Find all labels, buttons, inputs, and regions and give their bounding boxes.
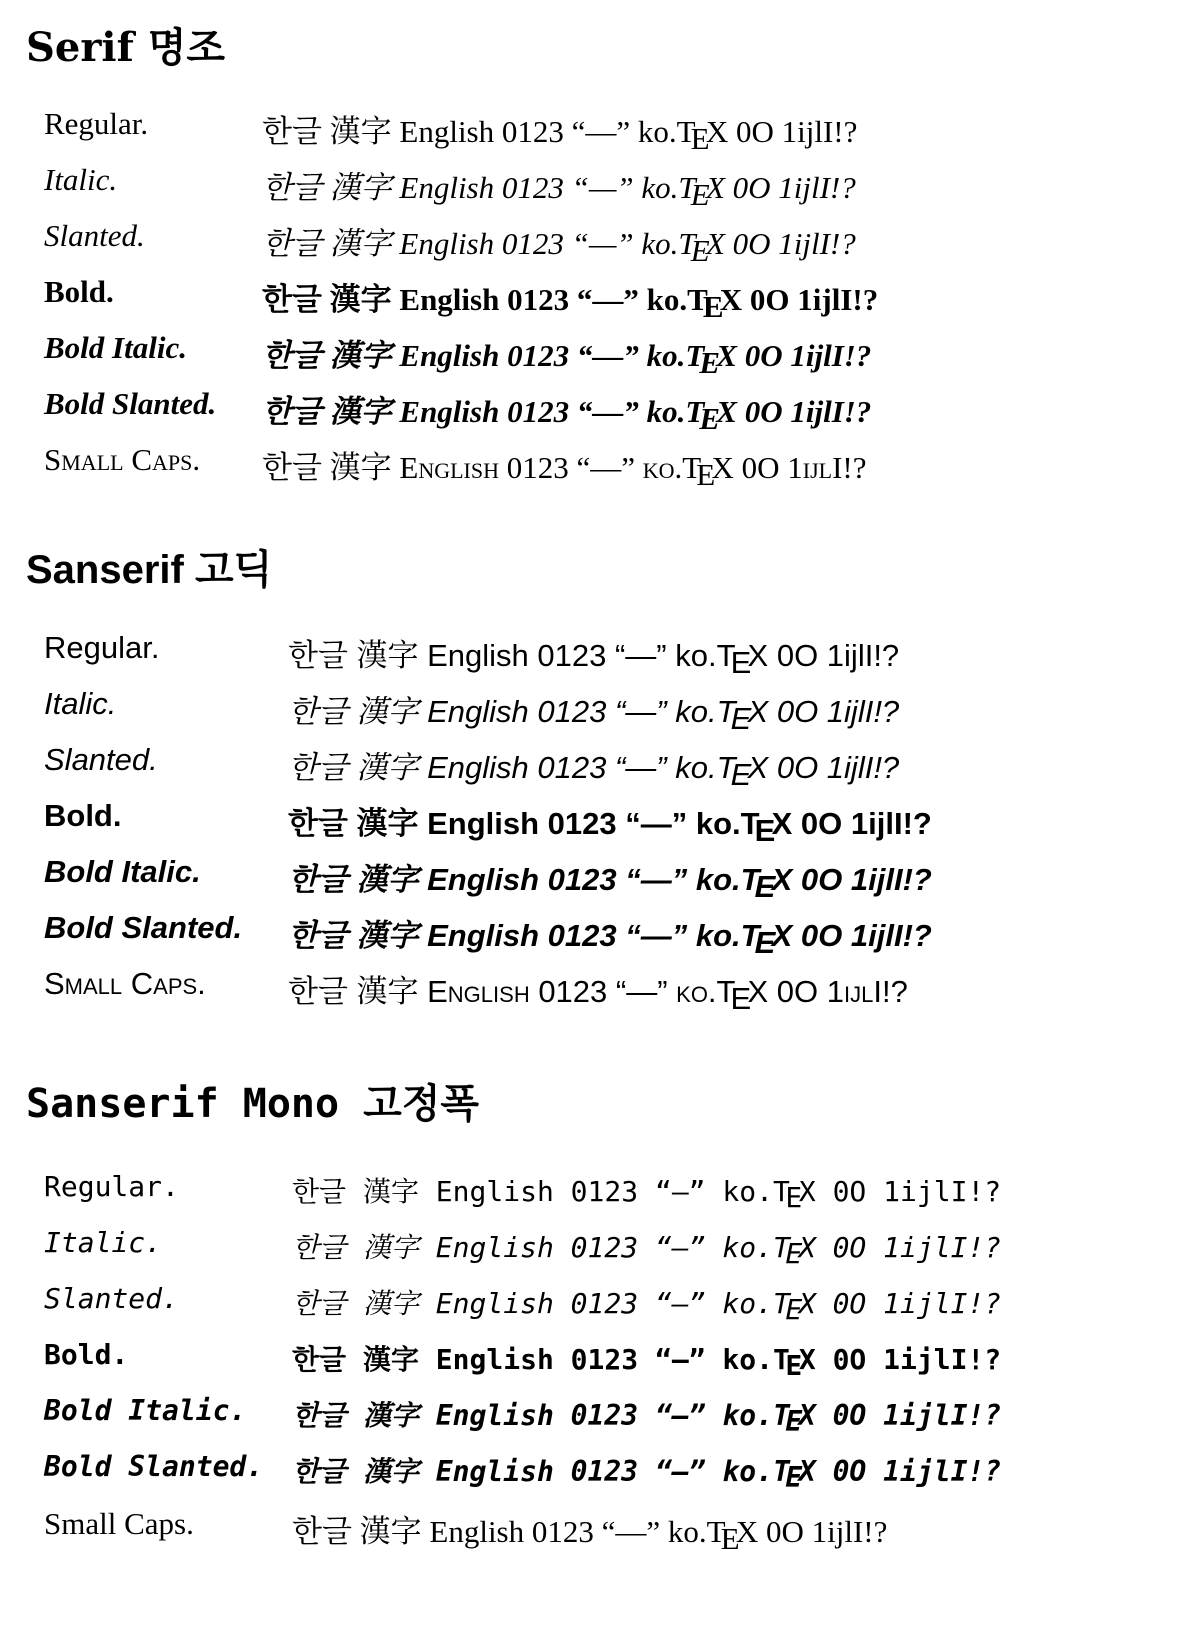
sample-tail: X 0O 1ijlI!?	[771, 918, 932, 953]
sample-text: 한글 漢字 English 0123 “—” ko.T	[288, 974, 736, 1009]
specimen-sample	[288, 742, 900, 792]
tex-e-glyph: E	[720, 1520, 740, 1556]
style-label: Bold Slanted.	[44, 910, 243, 945]
sample-text: 한글 漢字 English 0123 “—” ko.T	[262, 114, 696, 149]
specimen-sample	[262, 162, 856, 212]
style-label: Small Caps.	[44, 966, 206, 1001]
specimen-row-sans-regular	[0, 630, 1200, 682]
specimen-sample	[292, 1170, 1002, 1215]
specimen-sample	[292, 1226, 1002, 1271]
tex-e-glyph: E	[702, 288, 724, 324]
specimen-row-sans-small-caps	[0, 966, 1200, 1018]
style-label: Regular.	[44, 106, 149, 141]
style-label: Bold Italic.	[44, 854, 201, 889]
sample-tail: X 0O 1ijlI!?	[705, 170, 856, 205]
sample-tail: X 0O 1ijlI!?	[719, 282, 879, 317]
specimen-sample	[292, 1506, 888, 1556]
section-heading-serif: Serif 명조	[26, 24, 226, 71]
tex-e-glyph: E	[690, 232, 710, 268]
specimen-sample	[262, 274, 879, 324]
tex-e-glyph: E	[699, 400, 721, 436]
sample-tail: X 0O 1ijlI!?	[798, 1399, 1002, 1432]
sample-text: 한글 漢字 English 0123 “–” ko.T	[292, 1175, 790, 1208]
section-heading-mono: Sanserif Mono 고정폭	[26, 1081, 480, 1127]
sample-tail: X 0O 1ijlI!?	[798, 1455, 1002, 1488]
sample-text: 한글 漢字 English 0123 “–” ko.T	[292, 1455, 790, 1488]
specimen-row-mono-bold-slanted	[0, 1450, 1200, 1502]
specimen-row-sans-bold-italic	[0, 854, 1200, 906]
sample-tail: X 0O 1ijlI!?	[798, 1175, 1002, 1208]
sample-text: 한글 漢字 English 0123 “—” ko.T	[292, 1514, 726, 1549]
sample-tail: X 0O 1ijlI!?	[798, 1287, 1002, 1320]
specimen-sample	[292, 1450, 1002, 1495]
style-label: Bold Slanted.	[44, 1450, 264, 1483]
specimen-sample	[288, 854, 932, 904]
tex-e-glyph: E	[730, 756, 752, 792]
sample-text: 한글 漢字 English 0123 “—” ko.T	[262, 170, 696, 205]
specimen-row-mono-italic	[0, 1226, 1200, 1278]
style-label: Regular.	[44, 1170, 179, 1203]
tex-e-glyph: E	[754, 812, 776, 848]
specimen-row-sans-bold-slanted	[0, 910, 1200, 962]
specimen-sample	[292, 1338, 1002, 1383]
sample-text: 한글 漢字 English 0123 “—” ko.T	[288, 862, 760, 897]
specimen-sample	[292, 1282, 1002, 1327]
tex-e-glyph: E	[785, 1293, 803, 1327]
sample-tail: X 0O 1ijlI!?	[705, 114, 858, 149]
sample-tail: X 0O 1ijlI!?	[747, 638, 900, 673]
specimen-row-serif-bold-italic	[0, 330, 1200, 382]
sample-tail: X 0O 1ijlI!?	[716, 338, 872, 373]
specimen-sample	[288, 630, 900, 680]
sample-tail: X 0O 1ijlI!?	[735, 1514, 888, 1549]
specimen-sample	[262, 330, 872, 380]
sample-text: 한글 漢字 English 0123 “—” ko.T	[288, 918, 760, 953]
tex-e-glyph: E	[785, 1237, 803, 1271]
specimen-row-mono-bold-italic	[0, 1394, 1200, 1446]
sample-text: 한글 漢字 English 0123 “–” ko.T	[292, 1343, 790, 1376]
tex-e-glyph: E	[754, 924, 776, 960]
specimen-sample	[292, 1394, 1002, 1439]
tex-e-glyph: E	[730, 700, 752, 736]
specimen-sample	[262, 218, 856, 268]
style-label: Slanted.	[44, 1282, 179, 1315]
sample-tail: X 0O 1ijlI!?	[716, 394, 872, 429]
style-label: Bold.	[44, 1338, 129, 1371]
sample-text: 한글 漢字 English 0123 “–” ko.T	[292, 1231, 790, 1264]
sample-tail: X 0O 1ijlI!?	[747, 694, 900, 729]
tex-e-glyph: E	[785, 1461, 803, 1495]
style-label: Italic.	[44, 1226, 163, 1259]
specimen-sample	[262, 106, 858, 156]
specimen-sample	[288, 686, 900, 736]
sample-text: 한글 漢字 English 0123 “–” ko.T	[292, 1287, 790, 1320]
tex-e-glyph: E	[730, 644, 752, 680]
tex-e-glyph: E	[754, 868, 776, 904]
specimen-row-serif-bold-slanted	[0, 386, 1200, 438]
specimen-sample	[288, 910, 932, 960]
sample-text: 한글 漢字 English 0123 “–” ko.T	[292, 1399, 790, 1432]
sample-text: 한글 漢字 English 0123 “—” ko.T	[288, 638, 736, 673]
sample-text: 한글 漢字 English 0123 “—” ko.T	[262, 450, 702, 485]
style-label: Slanted.	[44, 742, 158, 777]
style-label: Bold Italic.	[44, 330, 187, 365]
specimen-sample	[288, 966, 908, 1016]
style-label: Italic.	[44, 162, 118, 197]
sample-text: 한글 漢字 English 0123 “—” ko.T	[288, 806, 760, 841]
sample-tail: X 0O 1ijlI!?	[747, 750, 900, 785]
specimen-sample	[262, 442, 867, 492]
specimen-sample	[262, 386, 872, 436]
tex-e-glyph: E	[785, 1349, 803, 1383]
style-label: Regular.	[44, 630, 160, 665]
tex-e-glyph: E	[690, 176, 710, 212]
style-label: Slanted.	[44, 218, 145, 253]
style-label: Bold Slanted.	[44, 386, 217, 421]
specimen-row-serif-italic	[0, 162, 1200, 214]
tex-e-glyph: E	[699, 344, 721, 380]
style-label: Bold Italic.	[44, 1394, 247, 1427]
sample-text: 한글 漢字 English 0123 “—” ko.T	[288, 750, 736, 785]
sample-text: 한글 漢字 English 0123 “—” ko.T	[288, 694, 736, 729]
specimen-row-serif-small-caps	[0, 442, 1200, 494]
specimen-row-mono-regular	[0, 1170, 1200, 1222]
sample-text: 한글 漢字 English 0123 “—” ko.T	[262, 394, 705, 429]
tex-e-glyph: E	[785, 1181, 803, 1215]
style-label: Small Caps.	[44, 1506, 194, 1541]
sample-text: 한글 漢字 English 0123 “—” ko.T	[262, 226, 696, 261]
specimen-row-sans-bold	[0, 798, 1200, 850]
sample-tail: X 0O 1ijlI!?	[771, 806, 932, 841]
specimen-row-sans-italic	[0, 686, 1200, 738]
sample-tail: X 0O 1ijlI!?	[705, 226, 856, 261]
sample-tail: X 0O 1ijlI!?	[771, 862, 932, 897]
tex-e-glyph: E	[696, 456, 716, 492]
specimen-row-sans-slanted	[0, 742, 1200, 794]
specimen-sample	[288, 798, 932, 848]
tex-e-glyph: E	[730, 980, 752, 1016]
style-label: Bold.	[44, 274, 114, 309]
specimen-row-mono-small-caps	[0, 1506, 1200, 1558]
specimen-row-serif-bold	[0, 274, 1200, 326]
tex-e-glyph: E	[785, 1405, 803, 1439]
style-label: Bold.	[44, 798, 122, 833]
sample-tail: X 0O 1ijlI!?	[747, 974, 908, 1009]
section-heading-sanserif: Sanserif 고딕	[26, 548, 273, 592]
style-label: Italic.	[44, 686, 117, 721]
specimen-row-mono-slanted	[0, 1282, 1200, 1334]
sample-text: 한글 漢字 English 0123 “—” ko.T	[262, 282, 708, 317]
specimen-row-serif-regular	[0, 106, 1200, 158]
sample-tail: X 0O 1ijlI!?	[711, 450, 867, 485]
sample-tail: X 0O 1ijlI!?	[798, 1343, 1002, 1376]
sample-tail: X 0O 1ijlI!?	[798, 1231, 1002, 1264]
style-label: Small Caps.	[44, 442, 201, 477]
specimen-row-mono-bold	[0, 1338, 1200, 1390]
sample-text: 한글 漢字 English 0123 “—” ko.T	[262, 338, 705, 373]
specimen-row-serif-slanted	[0, 218, 1200, 270]
tex-e-glyph: E	[690, 120, 710, 156]
